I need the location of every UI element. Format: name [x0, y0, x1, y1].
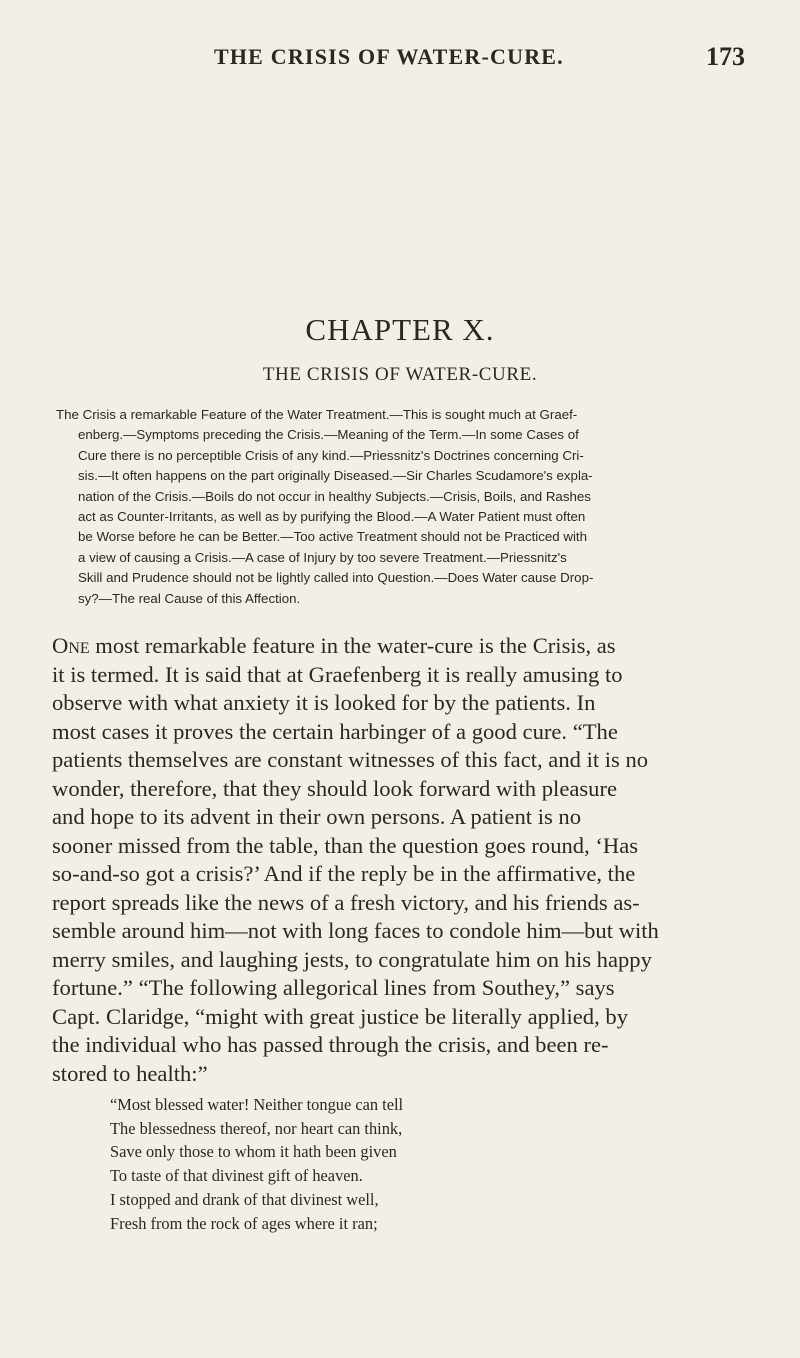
body-line: and hope to its advent in their own persons. A patient is no [52, 804, 581, 829]
body-line: report spreads like the news of a fresh victory, and his friends as- [52, 889, 640, 915]
body-line: so-and-so got a crisis?’ And if the reply be in the affirmative, the [52, 861, 636, 886]
chapter-synopsis [56, 405, 756, 609]
page-number: 173 [706, 42, 745, 71]
poem-line: Save only those to whom it hath been given [110, 1142, 397, 1162]
running-head: THE CRISIS OF WATER-CURE. [214, 44, 564, 69]
body-line: the individual who has passed through the crisis, and been re- [52, 1032, 609, 1057]
poem-line: To taste of that divinest gift of heaven. [110, 1166, 363, 1186]
body-line: stored to health:” [52, 1060, 208, 1086]
poem-line: The blessedness thereof, nor heart can think, [110, 1118, 403, 1138]
chapter-subtitle: THE CRISIS OF WATER-CURE. [262, 364, 538, 385]
chapter-title: CHAPTER X. [305, 312, 495, 347]
synopsis-line: Skill and Prudence should not be lightly called into Question.—Does Water cause Drop- [78, 570, 594, 586]
body-line: most cases it proves the certain harbinger of a good cure. “The [52, 718, 618, 744]
synopsis-line: enberg.—Symptoms preceding the Crisis.—Meaning of the Term.—In some Cases of [78, 427, 579, 443]
body-line: observe with what anxiety it is looked for by the patients. In [52, 690, 596, 715]
body-line: fortune.” “The following allegorical lines from Southey,” says [52, 975, 615, 1000]
synopsis-line: The Crisis a remarkable Feature of the Water Treatment.—This is sought much at Graef- [56, 407, 578, 422]
synopsis-line: sis.—It often happens on the part originally Diseased.—Sir Charles Scudamore's expla- [78, 468, 593, 484]
synopsis-line: nation of the Crisis.—Boils do not occur in healthy Subjects.—Crisis, Boils, and Rashes [78, 488, 591, 504]
body-line: patients themselves are constant witnesses of this fact, and it is no [52, 747, 649, 772]
body-line: it is termed. It is said that at Graefenberg it is really amusing to [52, 661, 623, 687]
poem-line: “Most blessed water! Neither tongue can tell [110, 1095, 404, 1114]
synopsis-line: sy?—The real Cause of this Affection. [78, 590, 301, 606]
body-line: sooner missed from the table, than the question goes round, ‘Has [52, 832, 639, 858]
poem-line: I stopped and drank of that divinest well, [110, 1189, 379, 1209]
synopsis-line: a view of causing a Crisis.—A case of Injury by too severe Treatment.—Priessnitz's [78, 549, 567, 565]
poem-line: Fresh from the rock of ages where it ran; [110, 1213, 378, 1233]
body-paragraph [52, 632, 752, 1088]
body-line: wonder, therefore, that they should look forward with pleasure [52, 775, 618, 801]
body-line: Capt. Claridge, “might with great justice be literally applied, by [52, 1003, 628, 1029]
poem-quotation [110, 1093, 730, 1235]
body-line: semble around him—not with long faces to condole him—but with [52, 918, 659, 943]
synopsis-line: Cure there is no perceptible Crisis of any kind.—Priessnitz's Doctrines concerning Cri- [78, 447, 584, 463]
body-line: merry smiles, and laughing jests, to congratulate him on his happy [52, 946, 652, 972]
synopsis-line: be Worse before he can be Better.—Too active Treatment should not be Practiced with [78, 529, 588, 545]
synopsis-line: act as Counter-Irritants, as well as by purifying the Blood.—A Water Patient must often [78, 509, 586, 525]
body-line: One most remarkable feature in the water-cure is the Crisis, as [52, 633, 616, 658]
